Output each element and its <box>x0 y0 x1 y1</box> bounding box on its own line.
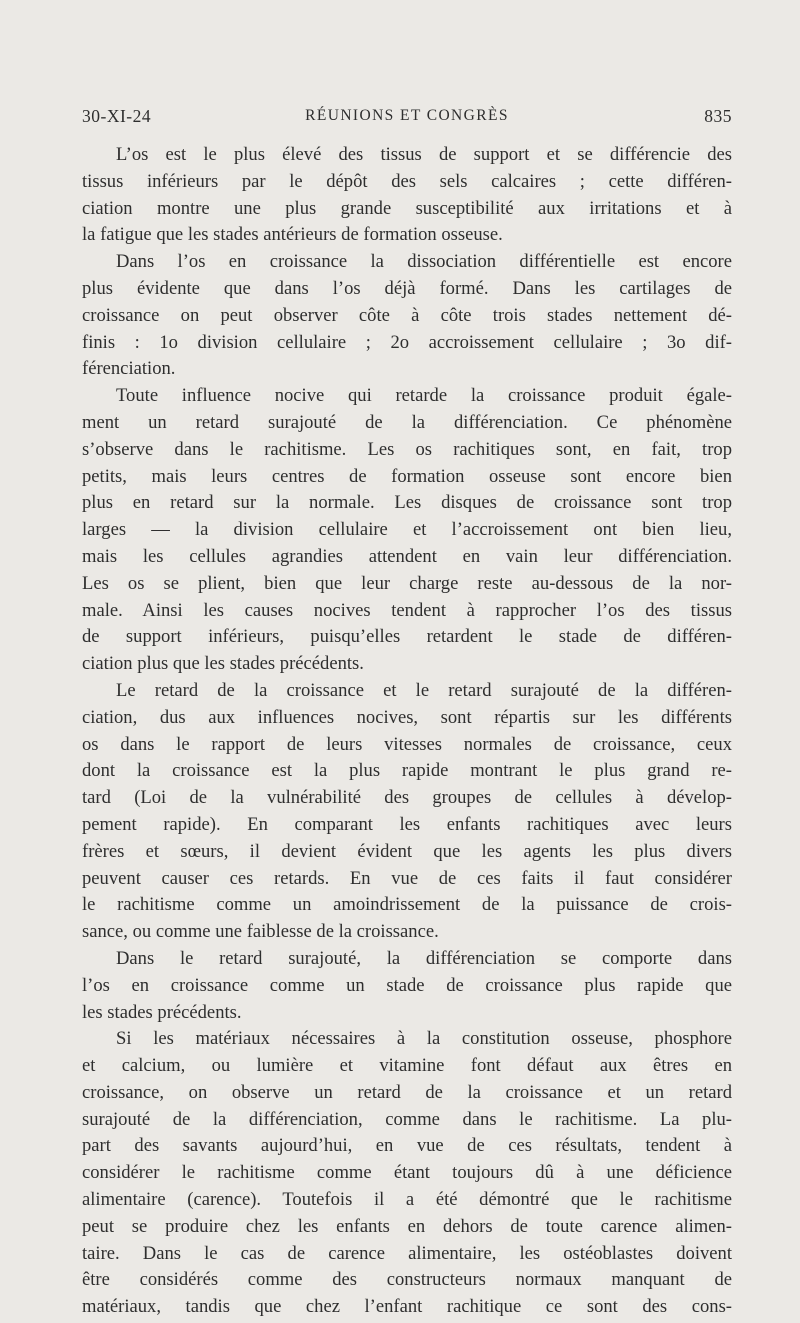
text-line: être considérés comme des constructeurs normaux manquant de <box>82 1269 732 1291</box>
paragraph <box>82 678 732 946</box>
text-line: le rachitisme comme un amoindrissement de la puissance de crois- <box>82 894 732 916</box>
text-line: férenciation. <box>82 358 176 380</box>
text-line: plus évidente que dans l’os déjà formé. Dans les cartilages de <box>82 277 732 299</box>
text-line: la fatigue que les stades antérieurs de formation osseuse. <box>82 224 503 246</box>
text-line: Les os se plient, bien que leur charge reste au-dessous de la nor- <box>82 572 732 594</box>
header-date: 30-XI-24 <box>82 106 152 126</box>
text-line: Si les matériaux nécessaires à la constitution osseuse, phosphore <box>116 1028 732 1050</box>
text-line: frères et sœurs, il devient évident que les agents les plus divers <box>82 840 732 862</box>
page-number: 835 <box>704 106 732 126</box>
body-text <box>82 142 732 1321</box>
text-line: ment un retard surajouté de la différenciation. Ce phénomène <box>82 411 732 433</box>
text-line: alimentaire (carence). Toutefois il a été démontré que le rachitisme <box>82 1189 732 1211</box>
text-line: sance, ou comme une faiblesse de la croissance. <box>82 921 439 943</box>
text-line: ciation, dus aux influences nocives, sont répartis sur les différents <box>82 706 732 728</box>
text-line: male. Ainsi les causes nocives tendent à rapprocher l’os des tissus <box>82 599 732 621</box>
text-line: ciation plus que les stades précédents. <box>82 653 364 675</box>
text-line: peut se produire chez les enfants en dehors de toute carence alimen- <box>82 1215 732 1237</box>
text-line: os dans le rapport de leurs vitesses normales de croissance, ceux <box>82 733 732 755</box>
text-line: et calcium, ou lumière et vitamine font défaut aux êtres en <box>82 1055 732 1077</box>
text-line: peuvent causer ces retards. En vue de ces faits il faut considérer <box>82 867 732 889</box>
text-line: finis : 1o division cellulaire ; 2o accroissement cellulaire ; 3o dif- <box>82 331 732 353</box>
text-line: part des savants aujourd’hui, en vue de ces résultats, tendent à <box>82 1135 732 1157</box>
text-line: Toute influence nocive qui retarde la croissance produit égale- <box>116 385 732 407</box>
text-line: Dans le retard surajouté, la différenciation se comporte dans <box>116 947 732 969</box>
text-line: tard (Loi de la vulnérabilité des groupes de cellules à dévelop- <box>82 787 732 809</box>
text-line: Le retard de la croissance et le retard surajouté de la différen- <box>116 679 732 701</box>
text-line: pement rapide). En comparant les enfants rachitiques avec leurs <box>82 813 732 835</box>
text-line: croissance on peut observer côte à côte trois stades nettement dé- <box>82 304 732 326</box>
text-line: croissance, on observe un retard de la croissance et un retard <box>82 1081 732 1103</box>
text-line: les stades précédents. <box>82 1001 242 1023</box>
running-header <box>82 104 732 128</box>
text-line: tissus inférieurs par le dépôt des sels calcaires ; cette différen- <box>82 170 732 192</box>
paragraph <box>82 946 732 1026</box>
text-line: ciation montre une plus grande susceptibilité aux irritations et à <box>82 197 732 219</box>
paragraph <box>82 142 732 249</box>
text-line: de support inférieurs, puisqu’elles retardent le stade de différen- <box>82 626 732 648</box>
paragraph <box>82 1026 732 1321</box>
text-line: petits, mais leurs centres de formation osseuse sont encore bien <box>82 465 732 487</box>
text-line: matériaux, tandis que chez l’enfant rachitique ce sont des cons- <box>82 1296 732 1318</box>
header-section-title: RÉUNIONS ET CONGRÈS <box>305 107 509 124</box>
text-line: larges — la division cellulaire et l’accroissement ont bien lieu, <box>82 519 732 541</box>
text-line: considérer le rachitisme comme étant toujours dû à une déficience <box>82 1162 732 1184</box>
text-line: Dans l’os en croissance la dissociation différentielle est encore <box>116 251 732 273</box>
text-line: L’os est le plus élevé des tissus de support et se différencie des <box>116 144 732 165</box>
text-line: dont la croissance est la plus rapide montrant le plus grand re- <box>82 760 732 782</box>
text-line: plus en retard sur la normale. Les disques de croissance sont trop <box>82 492 732 514</box>
text-line: taire. Dans le cas de carence alimentaire, les ostéoblastes doivent <box>82 1242 732 1264</box>
paragraph <box>82 383 732 678</box>
text-line: surajouté de la différenciation, comme dans le rachitisme. La plu- <box>82 1108 732 1130</box>
text-line: mais les cellules agrandies attendent en vain leur différenciation. <box>82 545 732 567</box>
text-line: l’os en croissance comme un stade de croissance plus rapide que <box>82 974 732 996</box>
text-line: s’observe dans le rachitisme. Les os rachitiques sont, en fait, trop <box>82 438 732 460</box>
paragraph <box>82 249 732 383</box>
